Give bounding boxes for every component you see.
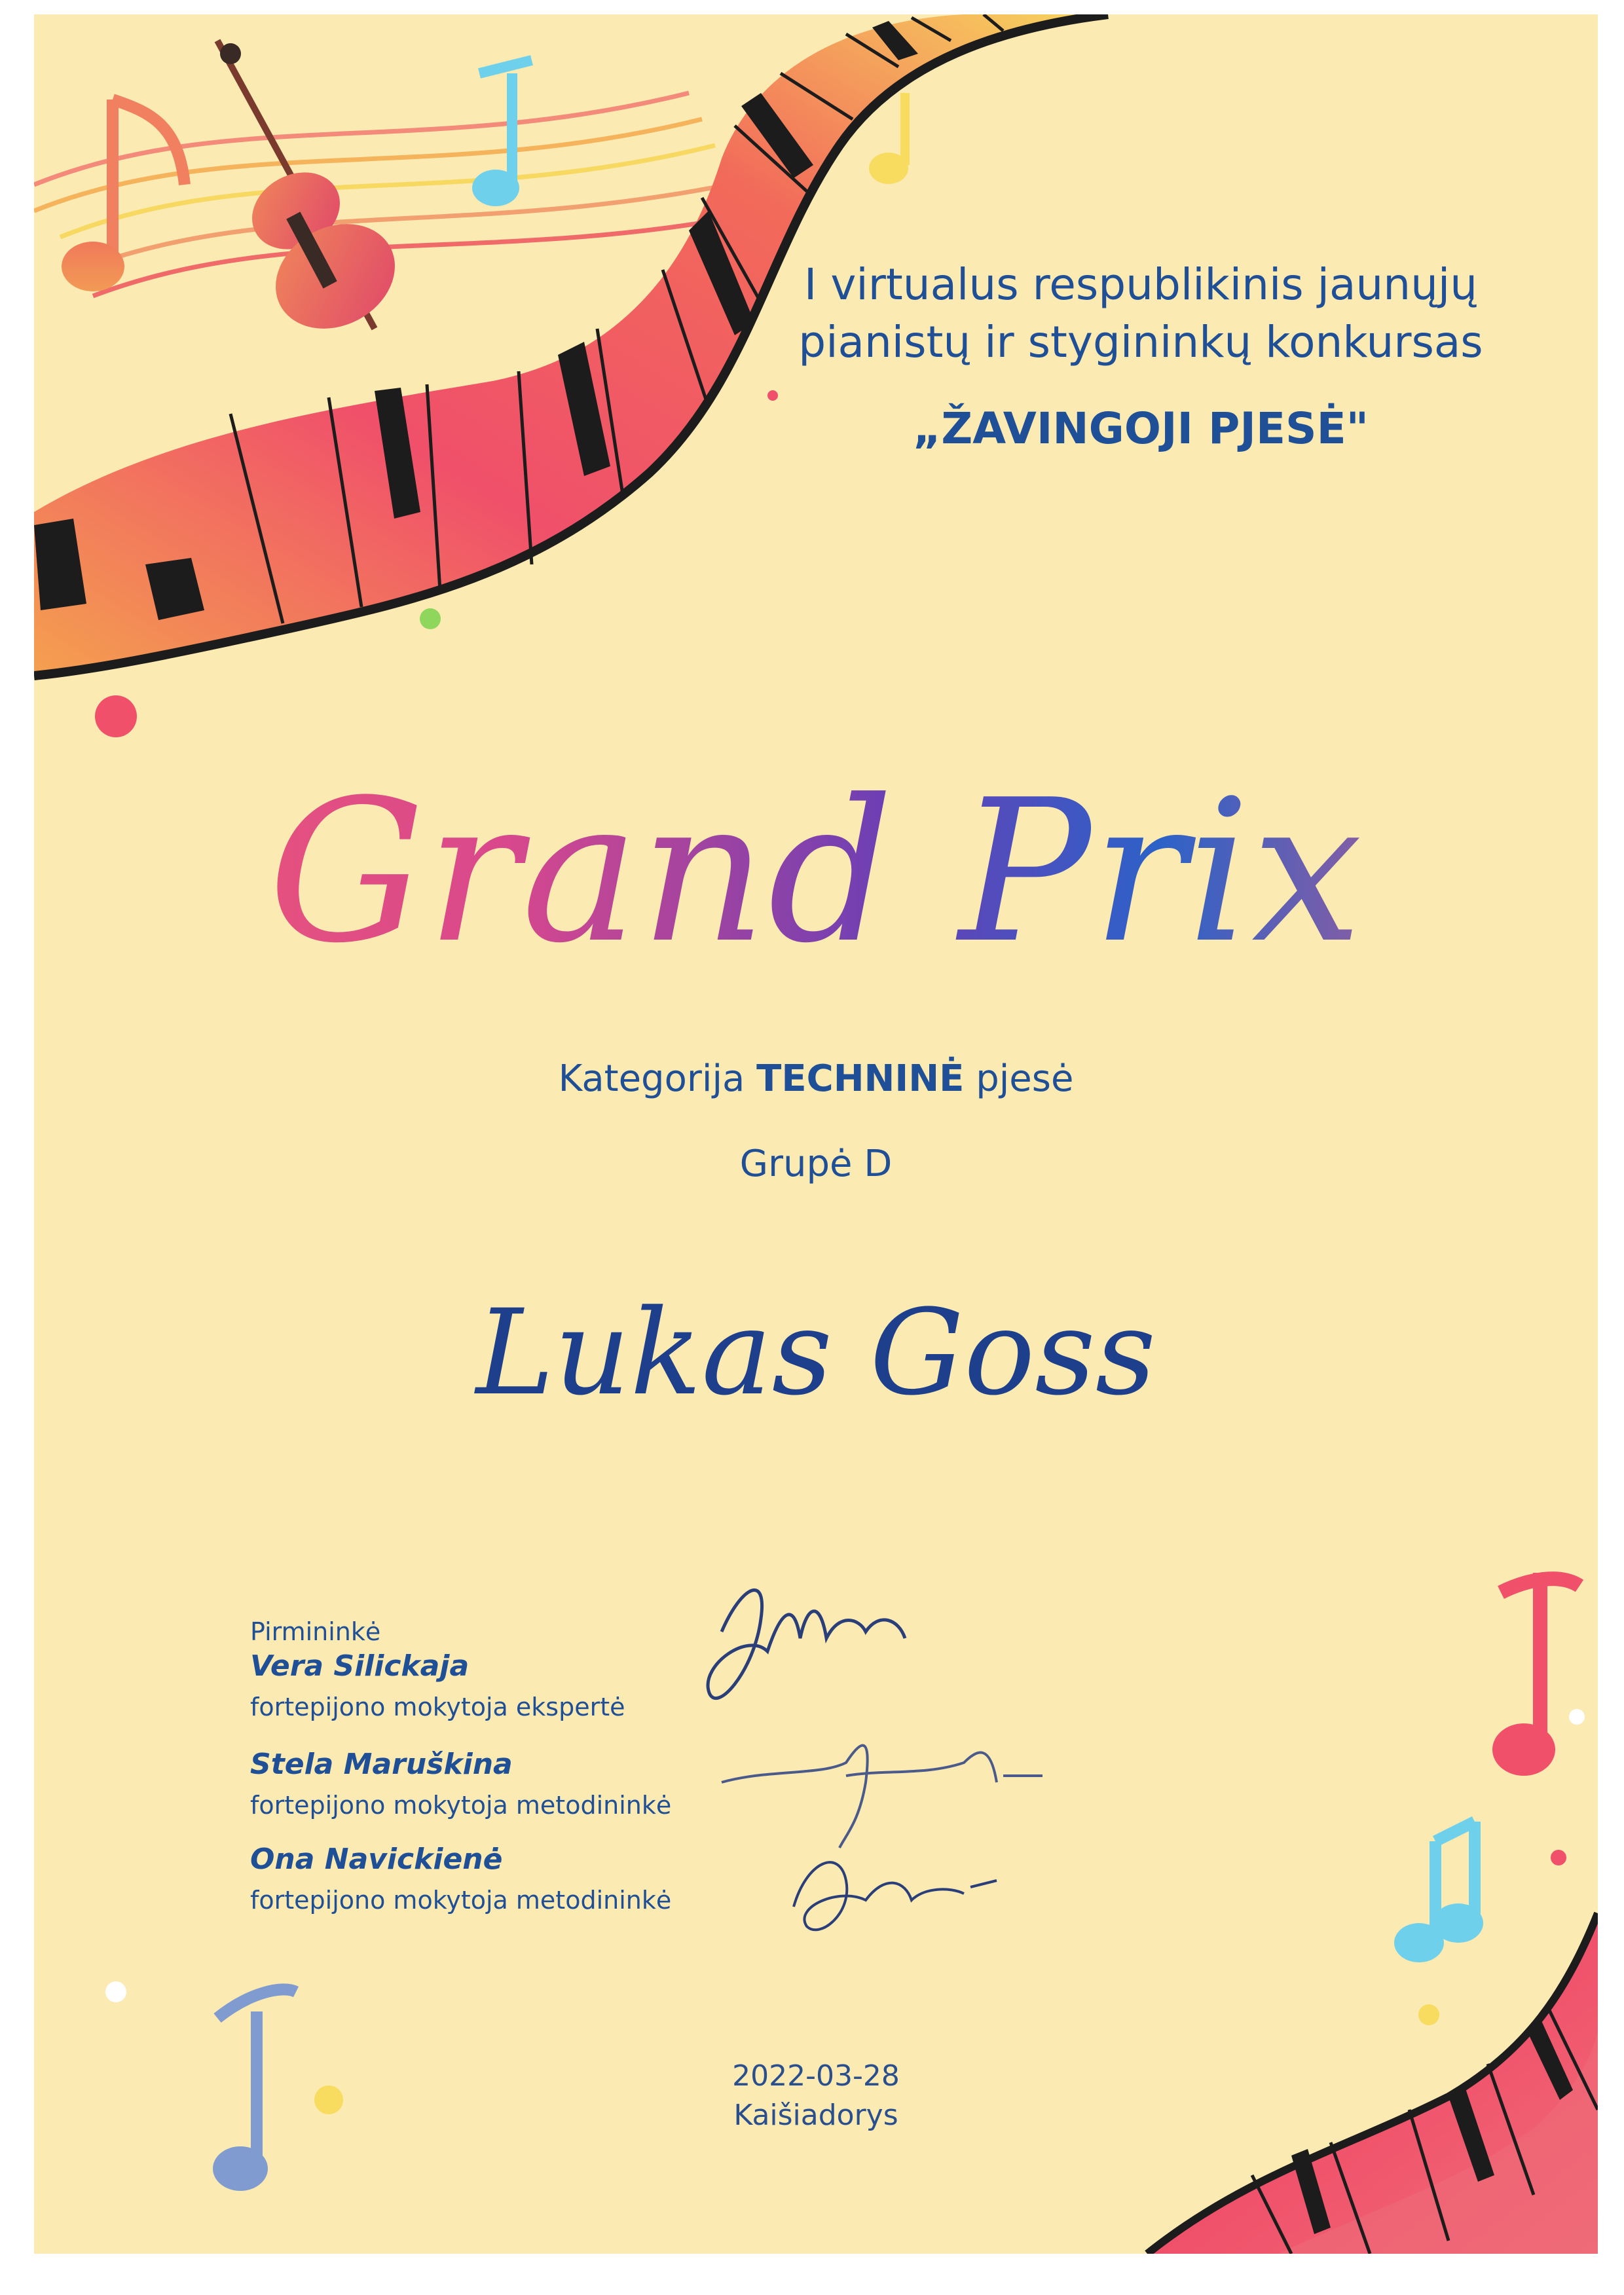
signature-ona-navickiene [794,1862,997,1930]
contest-title-line1: I virtualus respublikinis jaunųjų [803,259,1478,310]
category-suffix: pjesė [976,1057,1074,1100]
category-prefix: Kategorija [558,1057,745,1100]
music-note-icon [1394,1573,1579,1962]
signature-vera-silickaja [708,1590,905,1698]
contest-name: „ŽAVINGOJI PJESĖ" [912,403,1369,454]
award-category [34,1056,1598,1103]
jury-member-title: fortepijono mokytoja ekspertė [250,1693,625,1721]
award-group: Grupė D [739,1143,893,1185]
jury-chair-label: Pirmininkė [250,1617,381,1646]
certificate-page [34,14,1598,2254]
award-title: Grand Prix [34,754,1598,990]
issue-date: 2022-03-28 [732,2059,900,2093]
category-name: TECHNINĖ [756,1057,965,1100]
jury-member-title: fortepijono mokytoja metodininkė [250,1886,672,1915]
jury-member-name: Ona Navickienė [250,1843,503,1876]
jury-member-title: fortepijono mokytoja metodininkė [250,1791,672,1820]
jury-member-name: Stela Maruškina [250,1748,513,1781]
contest-title-line2: pianistų ir stygininkų konkursas [798,317,1483,367]
recipient-name: Lukas Goss [475,1285,1156,1422]
issue-place: Kaišiadorys [733,2099,898,2132]
signature-stela-maruskina [722,1746,1043,1848]
jury-member-name: Vera Silickaja [250,1649,470,1683]
